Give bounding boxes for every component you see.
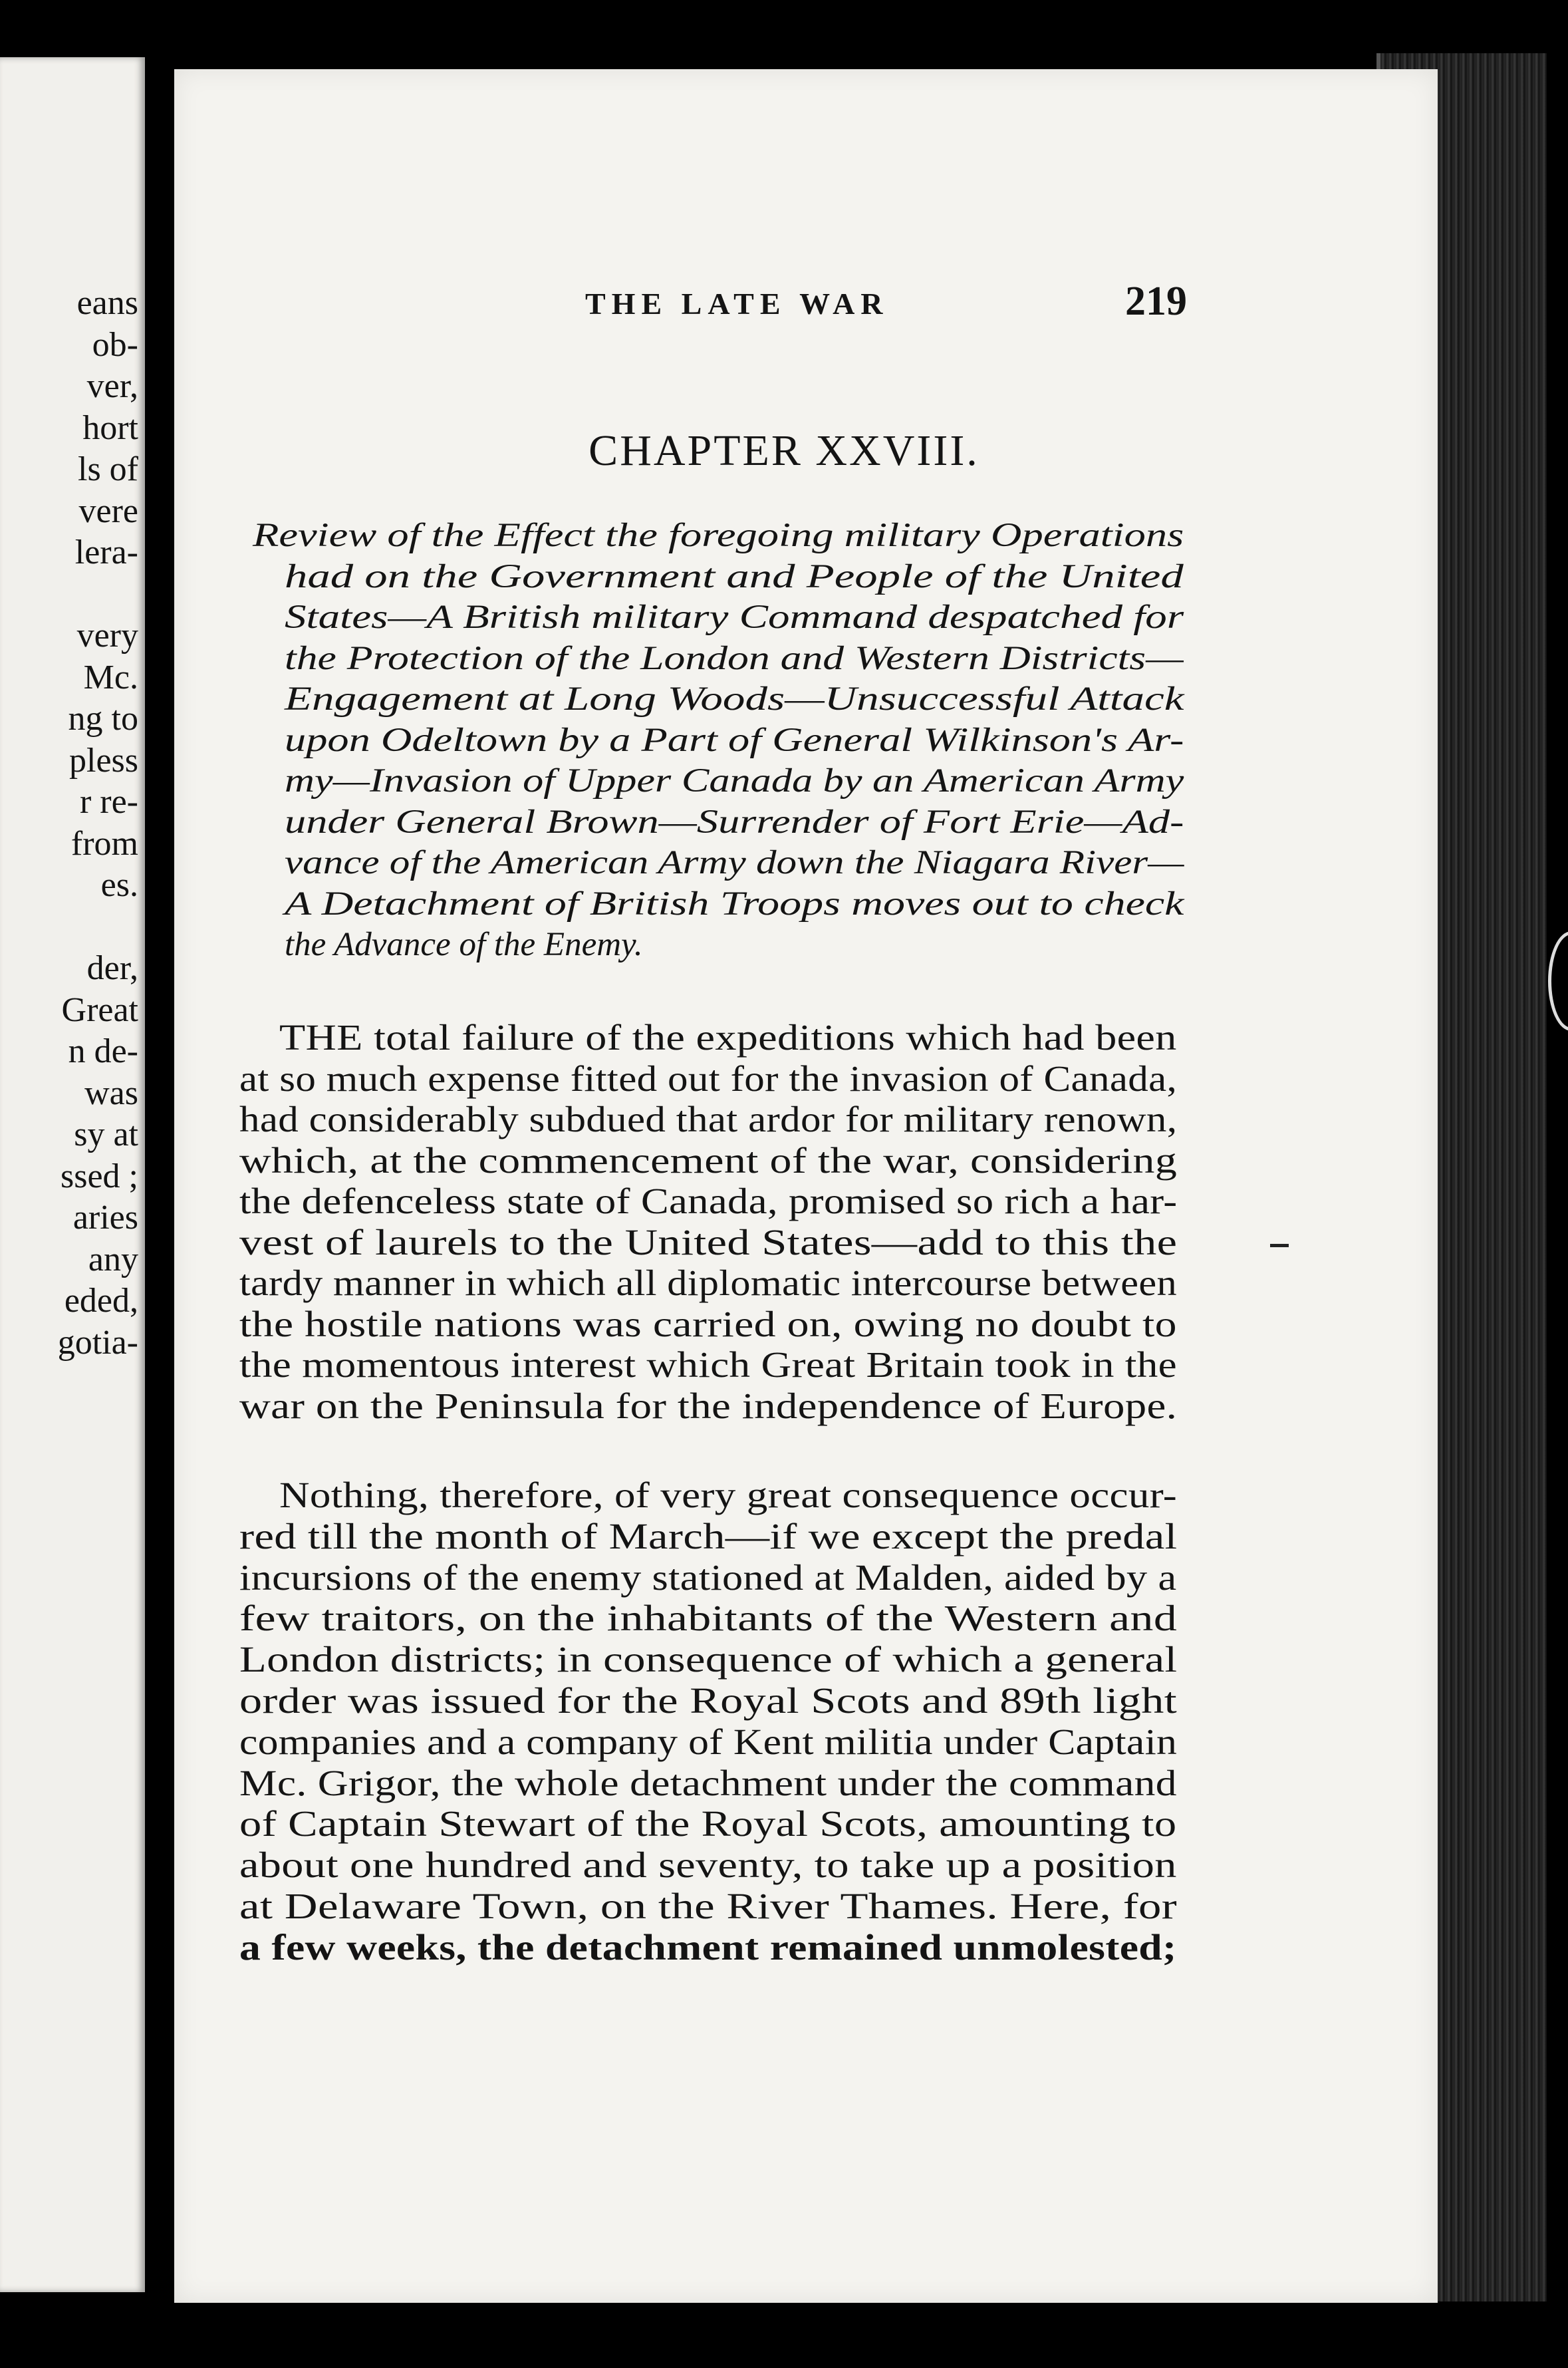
paragraph-2-line: Nothing, therefore, of very great consequence occur- (279, 1475, 1178, 1515)
summary-line: Review of the Effect the foregoing military Operations (253, 517, 1184, 554)
summary-line: vance of the American Army down the Niagara River— (285, 844, 1184, 881)
previous-page-line: r re- (79, 783, 138, 821)
summary-line: upon Odeltown by a Part of General Wilkinson's Ar- (285, 721, 1184, 759)
summary-line: had on the Government and People of the United (285, 557, 1184, 595)
paragraph-2-line: Mc. Grigor, the whole detachment under the command (239, 1762, 1177, 1803)
paragraph-1-line: which, at the commencement of the war, considering (239, 1139, 1178, 1181)
previous-page-line: from (70, 824, 138, 863)
previous-page-line: eans (76, 284, 138, 322)
previous-page-fragment (0, 57, 145, 2292)
paragraph-2-line: about one hundred and seventy, to take up a position (239, 1845, 1177, 1886)
paragraph-1-line: at so much expense fitted out for the invasion of Canada, (239, 1058, 1178, 1099)
previous-page-line: eded, (64, 1282, 138, 1320)
margin-mark (1270, 1244, 1289, 1247)
paragraph-1-line: had considerably subdued that ardor for military renown, (239, 1099, 1178, 1139)
paragraph-2-line: red till the month of March—if we except the predal (239, 1515, 1178, 1556)
paragraph-2-line: order was issued for the Royal Scots and 89th light (239, 1680, 1178, 1721)
paragraph-2-line: companies and a company of Kent militia under Captain (239, 1721, 1178, 1762)
previous-page-line: any (88, 1240, 138, 1278)
previous-page-line: Great (61, 990, 138, 1029)
summary-line: under General Brown—Surrender of Fort Erie—Ad- (285, 803, 1184, 841)
summary-line: A Detachment of British Troops moves out to check (285, 885, 1184, 923)
summary-line: my—Invasion of Upper Canada by an American Army (285, 762, 1184, 800)
paragraph-2-line: London districts; in consequence of which a general (239, 1639, 1178, 1680)
summary-line: the Advance of the Enemy. (285, 926, 643, 963)
summary-line: the Protection of the London and Western Districts— (285, 639, 1184, 677)
previous-page-line: der, (86, 949, 138, 987)
paragraph-2-line: few traitors, on the inhabitants of the Western and (239, 1598, 1178, 1639)
previous-page-line: es. (100, 866, 138, 904)
chapter-heading: CHAPTER XXVIII. (588, 426, 980, 475)
previous-page-line: n de- (68, 1032, 138, 1070)
previous-page-line: lera- (74, 533, 138, 571)
paragraph-2-line: of Captain Stewart of the Royal Scots, amounting to (239, 1803, 1177, 1845)
paragraph-1-line: the momentous interest which Great Britain took in the (239, 1344, 1177, 1385)
summary-line: Engagement at Long Woods—Unsuccessful Attack (285, 680, 1184, 718)
paragraph-1-line: the defenceless state of Canada, promised so rich a har- (239, 1181, 1178, 1221)
previous-page-line: ver, (86, 367, 138, 405)
paragraph-1-line: tardy manner in which all diplomatic intercourse between (239, 1262, 1177, 1303)
paragraph-1-line: vest of laurels to the United States—add to this the (239, 1221, 1178, 1262)
previous-page-line: ng to (68, 700, 138, 738)
previous-page-line: aries (72, 1199, 138, 1237)
paragraph-2-line: at Delaware Town, on the River Thames. Here, for (239, 1886, 1177, 1926)
previous-page-line: was (84, 1074, 138, 1112)
paragraph-1-line: war on the Peninsula for the independence of Europe. (239, 1385, 1178, 1426)
summary-line: States—A British military Command despatched for (285, 599, 1184, 636)
previous-page-line: vere (78, 492, 138, 530)
paragraph-1-line: the hostile nations was carried on, owing no doubt to (239, 1303, 1177, 1344)
previous-page-line: gotia- (57, 1323, 138, 1362)
next-page-edge (1548, 931, 1568, 1031)
previous-page-line: ssed ; (61, 1157, 138, 1195)
previous-page-line: sy at (74, 1115, 138, 1153)
previous-page-line: ob- (92, 325, 138, 364)
previous-page-line: very (76, 617, 138, 655)
page-number: 219 (1125, 279, 1187, 324)
previous-page-line: pless (69, 741, 138, 780)
running-title: THE LATE WAR (585, 287, 889, 321)
previous-page-line: ls of (78, 450, 138, 488)
paragraph-1-line: THE total failure of the expeditions which had been (279, 1017, 1177, 1058)
paragraph-2-line: a few weeks, the detachment remained unmolested; (239, 1926, 1177, 1968)
previous-page-line: Mc. (83, 658, 138, 696)
previous-page-line: hort (82, 408, 138, 447)
paragraph-2-line: incursions of the enemy stationed at Malden, aided by a (239, 1556, 1177, 1598)
